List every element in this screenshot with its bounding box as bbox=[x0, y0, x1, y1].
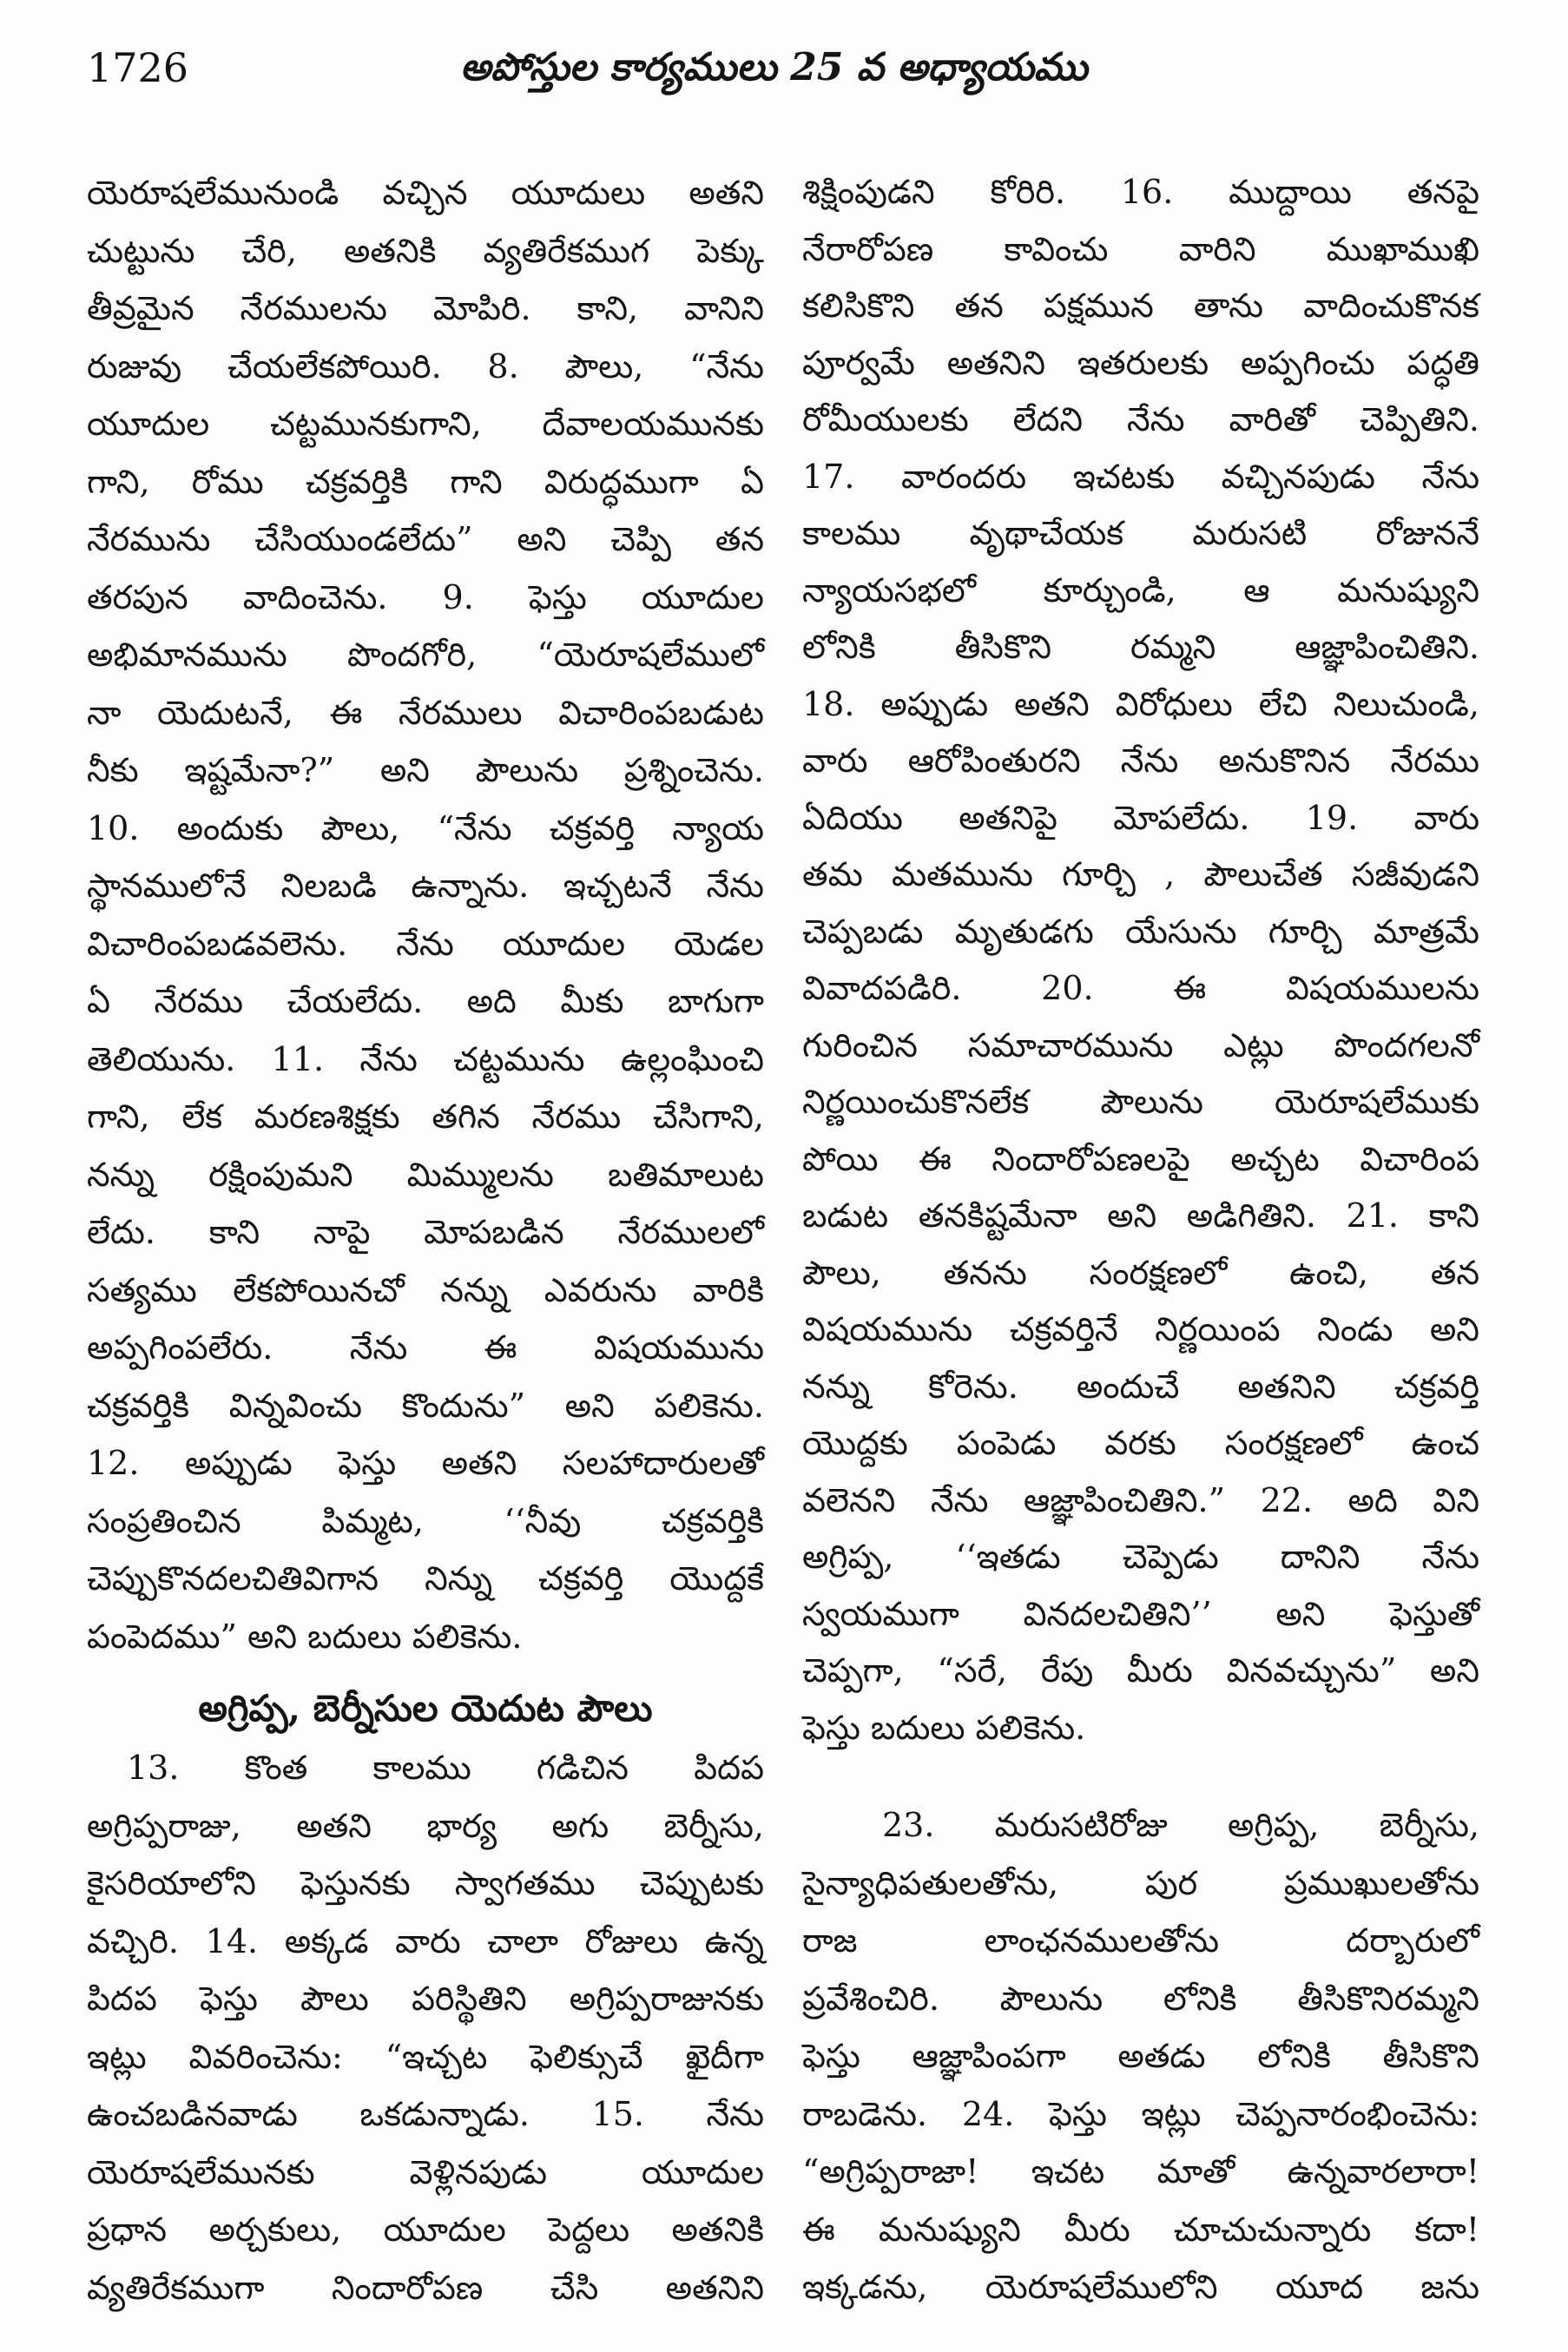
right-line: వారు ఆరోపింతురని నేను అనుకొనిన నేరము bbox=[802, 741, 1479, 780]
left-line: విచారింపబడవలెను. నేను యూదుల యెడల bbox=[87, 924, 764, 963]
right-line: యొద్దకు పంపెడు వరకు సంరక్షణలో ఉంచ bbox=[802, 1424, 1479, 1462]
right-column-top bbox=[802, 164, 1479, 1756]
left-line: రుజువు చేయలేకపోయిరి. 8. పౌలు, “నేను bbox=[87, 346, 764, 385]
right-line: నిర్ణయించుకొనలేక పౌలును యెరూషలేముకు bbox=[802, 1083, 1479, 1121]
right-line: చెప్పబడు మృతుడగు యేసును గూర్చి మాత్రమే bbox=[802, 912, 1479, 951]
right-line: నన్ను కోరెను. అందుచే అతనిని చక్రవర్తి bbox=[802, 1367, 1479, 1406]
right-line: అగ్రిప్ప, ‘‘ఇతడు చెప్పెడు దానిని నేను bbox=[802, 1538, 1479, 1576]
left-line: నన్ను రక్షింపుమని మిమ్ములను బతిమాలుట bbox=[87, 1155, 764, 1194]
section-heading: అగ్రిప్ప, బెర్నీసుల యెదుట పౌలు bbox=[198, 1687, 653, 1729]
right-line: లోనికి తీసికొని రమ్మని ఆజ్ఞాపించితిని. bbox=[802, 628, 1479, 666]
left-line: ఏ నేరము చేయలేదు. అది మీకు బాగుగా bbox=[87, 982, 764, 1020]
left-line: తరపున వాదించెను. 9. ఫెస్తు యూదుల bbox=[87, 577, 764, 616]
right-line: గురించిన సమాచారమును ఎట్లు పొందగలనో bbox=[802, 1025, 1479, 1064]
right-line: ఈ మనుష్యుని మీరు చూచుచున్నారు కదా! bbox=[802, 2210, 1479, 2249]
right-line: స్వయముగా వినదలచితిని’’ అని ఫెస్తుతో bbox=[802, 1594, 1479, 1633]
right-line: 23. మరుసటిరోజు అగ్రిప్ప, బెర్నీసు, bbox=[882, 1806, 1479, 1844]
right-line: 18. అప్పుడు అతని విరోధులు లేచి నిలుచుండి, bbox=[802, 684, 1479, 723]
left-line: పిదప ఫెస్తు పౌలు పరిస్థితిని అగ్రిప్పరాజునకు bbox=[87, 1980, 764, 2018]
right-line: పౌలు, తనను సంరక్షణలో ఉంచి, తన bbox=[802, 1253, 1479, 1292]
left-line: నా యెదుటనే, ఈ నేరములు విచారింపబడుట bbox=[87, 693, 764, 732]
left-line: యెరూషలేమునకు వెళ్లినపుడు యూదుల bbox=[87, 2152, 764, 2191]
right-line: రాబడెను. 24. ఫెస్తు ఇట్లు చెప్పనారంభించెను: bbox=[802, 2094, 1479, 2133]
left-line: పంపెదము” అని బదులు పలికెను. bbox=[87, 1617, 523, 1656]
left-column-bottom bbox=[87, 1739, 764, 2316]
left-line: యెరూషలేమునుండి వచ్చిన యూదులు అతని bbox=[87, 174, 764, 212]
right-line: “అగ్రిప్పరాజా! ఇచట మాతో ఉన్నవారలారా! bbox=[802, 2152, 1479, 2191]
left-line: వ్యతిరేకముగా నిందారోపణ చేసి అతనిని bbox=[87, 2268, 764, 2307]
right-line: ఏదియు అతనిపై మోపలేదు. 19. వారు bbox=[802, 798, 1479, 837]
left-line: వచ్చిరి. 14. అక్కడ వారు చాలా రోజులు ఉన్న bbox=[87, 1921, 764, 1960]
right-line: ఇక్కడను, యెరూషలేములోని యూద జను bbox=[802, 2268, 1479, 2306]
left-line: లేదు. కాని నాపై మోపబడిన నేరములలో bbox=[87, 1213, 764, 1251]
left-line: అభిమానమును పొందగోరి, “యెరూషలేములో bbox=[87, 636, 764, 674]
right-line: ఫెస్తు బదులు పలికెను. bbox=[802, 1708, 1086, 1747]
right-line: విషయమును చక్రవర్తినే నిర్ణయింప నిండు అని bbox=[802, 1310, 1479, 1348]
right-line: నేరారోపణ కావించు వారిని ముఖాముఖి bbox=[802, 229, 1479, 268]
left-line: కైసరియాలోని ఫెస్తునకు స్వాగతము చెప్పుటకు bbox=[87, 1864, 764, 1902]
left-line: అప్పగింపలేరు. నేను ఈ విషయమును bbox=[87, 1328, 764, 1367]
right-line: సైన్యాధిపతులతోను, పుర ప్రముఖులతోను bbox=[802, 1863, 1479, 1902]
left-line: 13. కొంత కాలము గడిచిన పిదప bbox=[127, 1749, 764, 1787]
right-line: వలెనని నేను ఆజ్ఞాపించితిని.” 22. అది విని bbox=[802, 1480, 1479, 1519]
right-line: పోయి ఈ నిందారోపణలపై అచ్చట విచారింప bbox=[802, 1139, 1479, 1178]
left-line: తీవ్రమైన నేరములను మోపిరి. కాని, వానిని bbox=[87, 289, 764, 327]
left-line: గాని, లేక మరణశిక్షకు తగిన నేరము చేసిగాని, bbox=[87, 1097, 764, 1136]
right-line: శిక్షింపుడని కోరిరి. 16. ముద్దాయి తనపై bbox=[802, 173, 1479, 211]
right-line: బడుట తనకిష్టమేనా అని అడిగితిని. 21. కాని bbox=[802, 1196, 1479, 1235]
right-line: న్యాయసభలో కూర్చుండి, ఆ మనుష్యుని bbox=[802, 570, 1479, 609]
left-line: 10. అందుకు పౌలు, “నేను చక్రవర్తి న్యాయ bbox=[87, 808, 764, 847]
right-line: తమ మతమును గూర్చి , పౌలుచేత సజీవుడని bbox=[802, 855, 1479, 893]
left-column-top bbox=[87, 164, 764, 1665]
right-line: చెప్పగా, “సరే, రేపు మీరు వినవచ్చును” అని bbox=[802, 1651, 1479, 1690]
right-line: వివాదపడిరి. 20. ఈ విషయములను bbox=[802, 969, 1479, 1007]
left-line: ఉంచబడినవాడు ఒకడున్నాడు. 15. నేను bbox=[87, 2095, 764, 2133]
left-line: స్థానములోనే నిలబడి ఉన్నాను. ఇచ్చటనే నేను bbox=[87, 866, 764, 905]
left-line: సంప్రతించిన పిమ్మట, ‘‘నీవు చక్రవర్తికి bbox=[87, 1501, 764, 1540]
right-line: కాలము వృథాచేయక మరుసటి రోజుననే bbox=[802, 514, 1479, 552]
left-line: నేరమును చేసియుండలేదు” అని చెప్పి తన bbox=[87, 520, 764, 558]
right-column-bottom bbox=[802, 1796, 1479, 2316]
left-line: యూదుల చట్టమునకుగాని, దేవాలయమునకు bbox=[87, 405, 764, 443]
right-line: కలిసికొని తన పక్షమున తాను వాదించుకొనక bbox=[802, 287, 1479, 325]
left-line: తెలియును. 11. నేను చట్టమును ఉల్లంఘించి bbox=[87, 1039, 764, 1078]
left-line: నీకు ఇష్టమేనా?” అని పౌలును ప్రశ్నించెను. bbox=[87, 751, 764, 789]
left-line: గాని, రోము చక్రవర్తికి గాని విరుద్ధముగా ఏ bbox=[87, 462, 764, 501]
left-line: అగ్రిప్పరాజు, అతని భార్య అగు బెర్నీసు, bbox=[87, 1806, 764, 1845]
left-line: చెప్పుకొనదలచితివిగాన నిన్ను చక్రవర్తి యొద్దకే bbox=[87, 1559, 764, 1598]
running-title: అపోస్తుల కార్యములు 25 వ అధ్యాయము bbox=[460, 45, 1088, 89]
right-line: పూర్వమే అతనిని ఇతరులకు అప్పగించు పద్ధతి bbox=[802, 343, 1479, 382]
right-line: రాజ లాంఛనములతోను దర్బారులో bbox=[802, 1921, 1479, 1960]
right-line: 17. వారందరు ఇచటకు వచ్చినపుడు నేను bbox=[802, 457, 1479, 496]
right-line: ఫెస్తు ఆజ్ఞాపింపగా అతడు లోనికి తీసికొని bbox=[802, 2037, 1479, 2075]
left-line: చక్రవర్తికి విన్నవించు కొందును” అని పలికెను. bbox=[87, 1386, 764, 1425]
right-line: ప్రవేశించిరి. పౌలును లోనికి తీసికొనిరమ్మని bbox=[802, 1979, 1479, 2018]
right-line: రోమీయులకు లేదని నేను వారితో చెప్పితిని. bbox=[802, 400, 1479, 438]
left-line: సత్యము లేకపోయినచో నన్ను ఎవరును వారికి bbox=[87, 1270, 764, 1309]
left-line: చుట్టును చేరి, అతనికి వ్యతిరేకముగ పెక్కు bbox=[87, 231, 764, 270]
left-line: ప్రధాన అర్చకులు, యూదుల పెద్దలు అతనికి bbox=[87, 2210, 764, 2249]
page-number: 1726 bbox=[87, 44, 189, 91]
left-line: 12. అప్పుడు ఫెస్తు అతని సలహాదారులతో bbox=[87, 1444, 764, 1482]
left-line: ఇట్లు వివరించెను: “ఇచ్చట ఫెలిక్సుచే ఖైదీగా bbox=[87, 2037, 764, 2076]
